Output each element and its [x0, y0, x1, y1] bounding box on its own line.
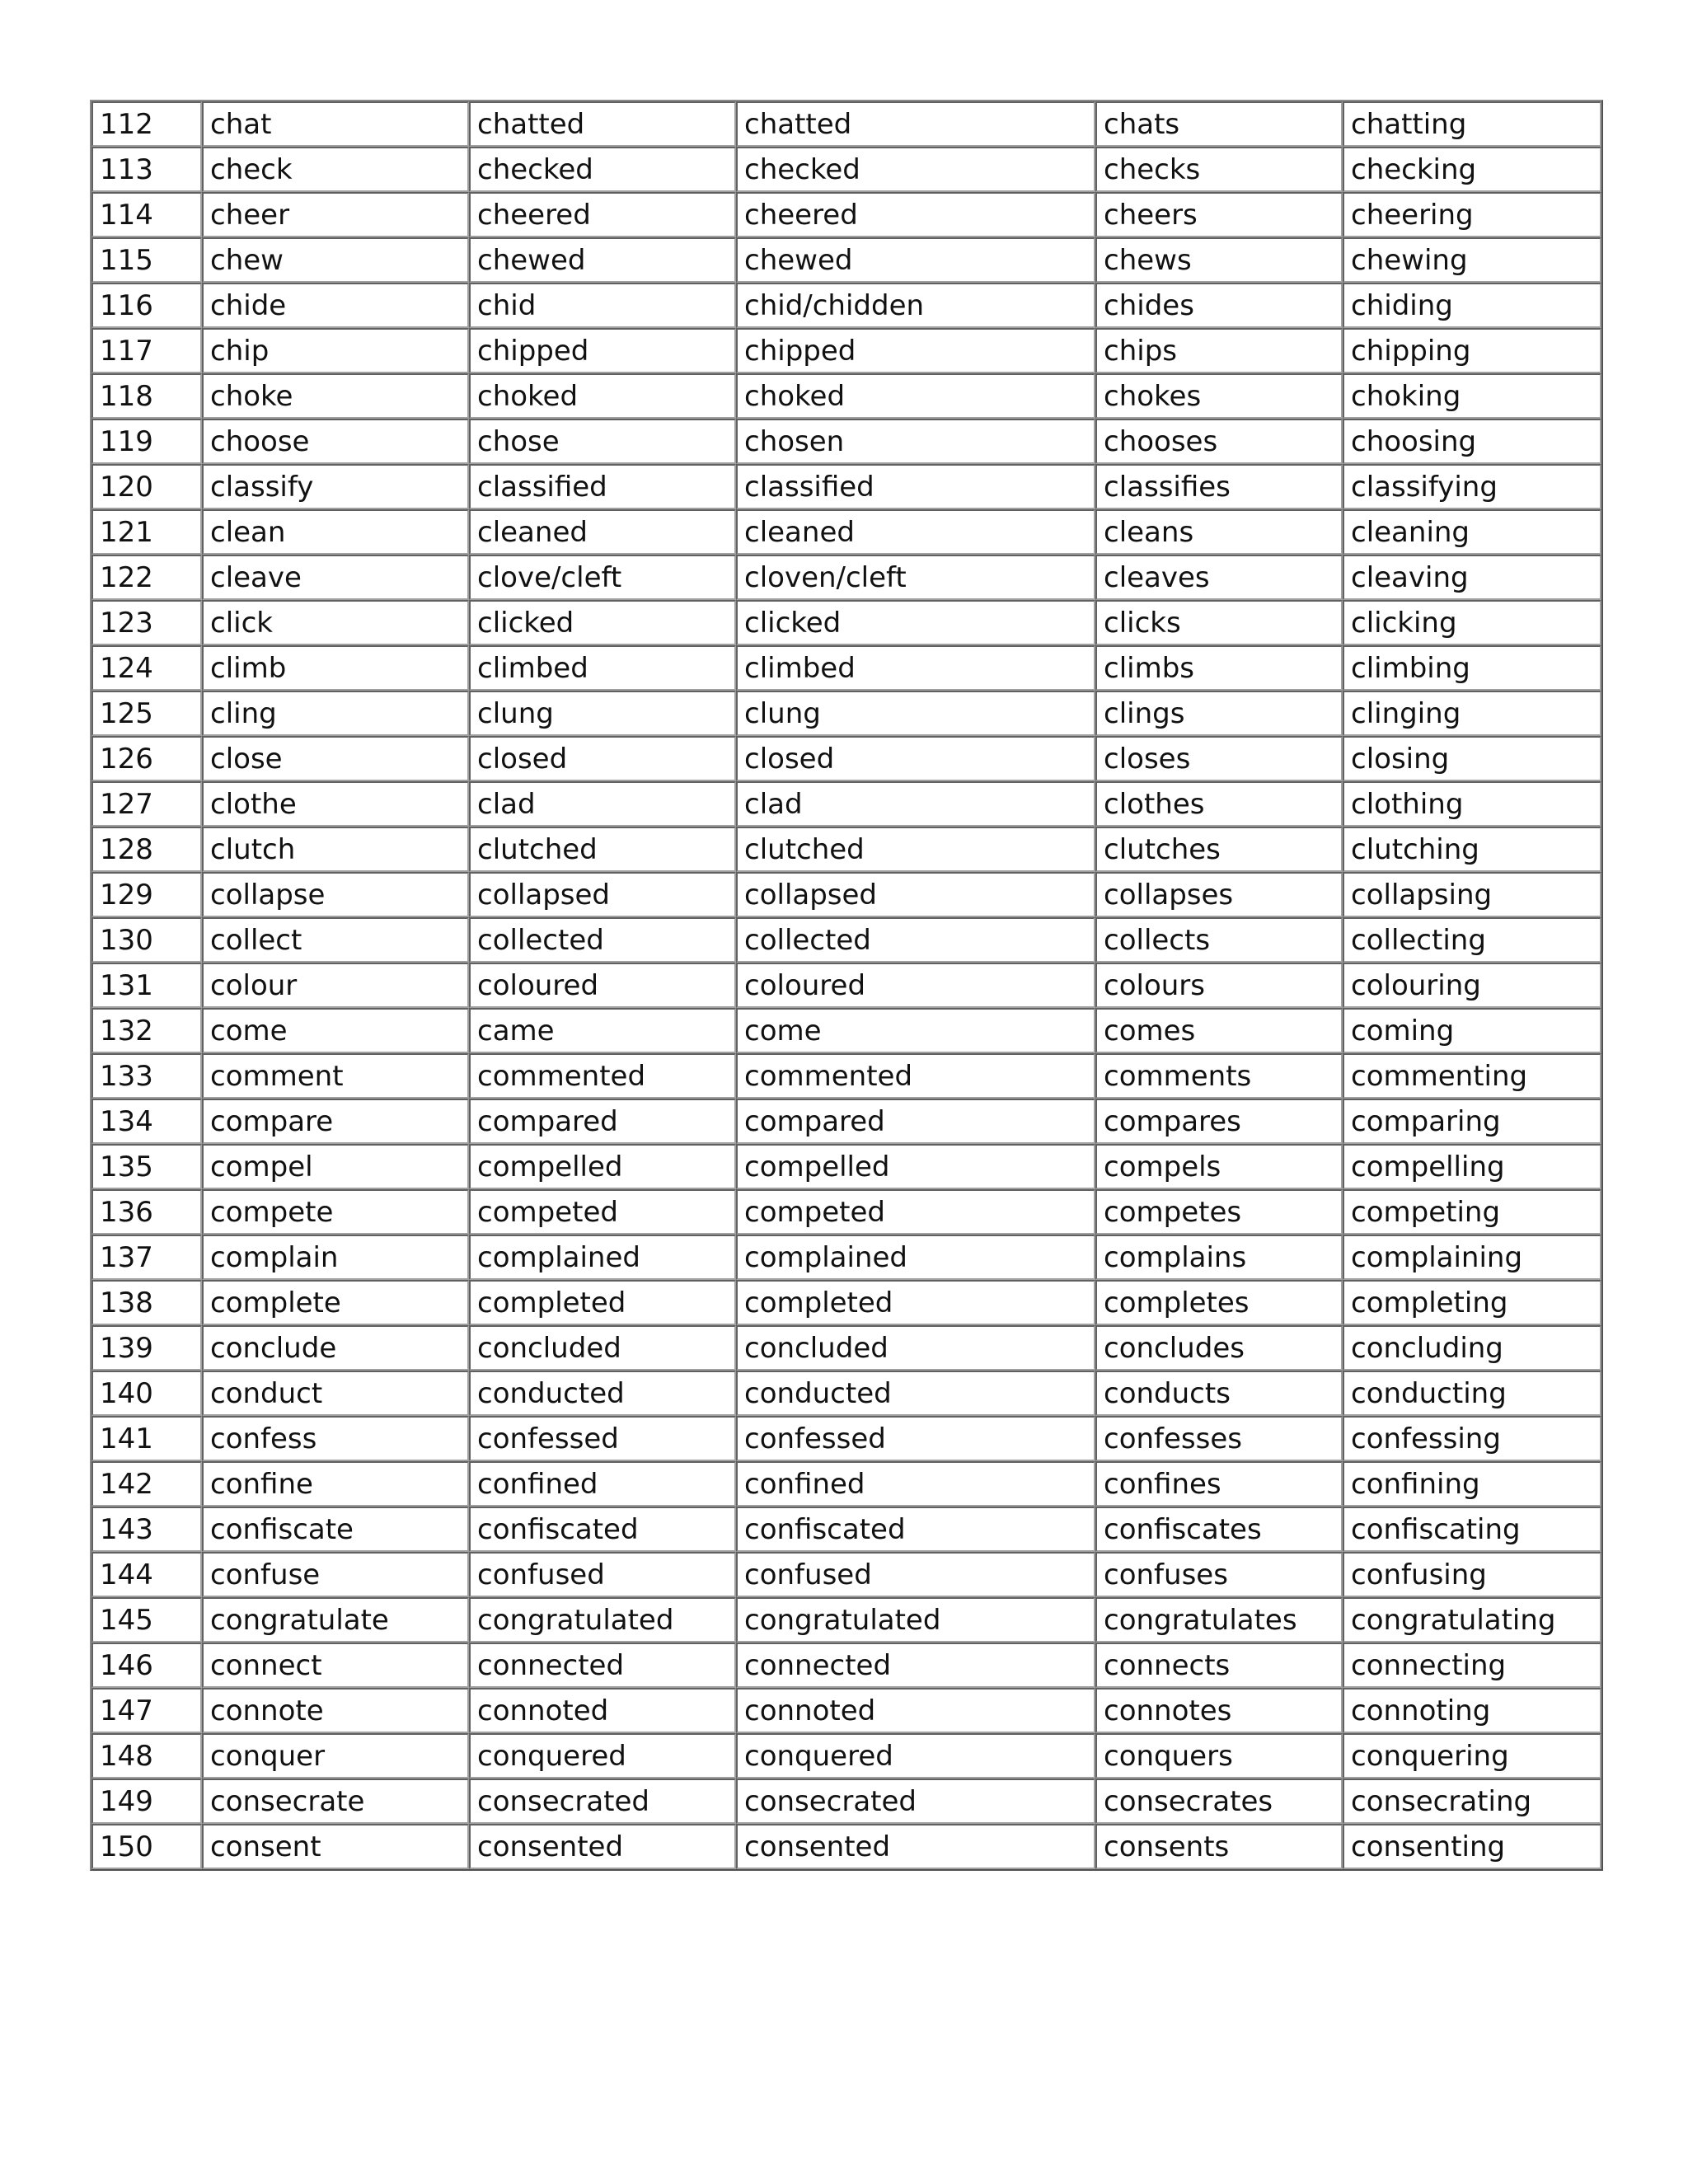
past-simple-cell: connoted [469, 1688, 736, 1733]
past-simple-cell: cheered [469, 192, 736, 237]
row-number-cell: 116 [91, 283, 202, 328]
present-participle-cell: concluding [1343, 1325, 1601, 1371]
third-person-cell: classifies [1095, 464, 1343, 509]
row-number-cell: 149 [91, 1779, 202, 1824]
table-row [91, 283, 1601, 328]
row-number-cell: 120 [91, 464, 202, 509]
present-participle-cell: consecrating [1343, 1779, 1601, 1824]
row-number-cell: 123 [91, 600, 202, 645]
past-participle-cell: classified [736, 464, 1095, 509]
present-participle-cell: cleaning [1343, 509, 1601, 555]
past-participle-cell: connected [736, 1643, 1095, 1688]
present-participle-cell: cleaving [1343, 555, 1601, 600]
base-form-cell: conduct [202, 1371, 469, 1416]
past-participle-cell: clicked [736, 600, 1095, 645]
third-person-cell: checks [1095, 147, 1343, 192]
past-simple-cell: completed [469, 1280, 736, 1325]
base-form-cell: cleave [202, 555, 469, 600]
third-person-cell: cleans [1095, 509, 1343, 555]
past-simple-cell: compared [469, 1099, 736, 1144]
past-participle-cell: chatted [736, 101, 1095, 147]
present-participle-cell: completing [1343, 1280, 1601, 1325]
third-person-cell: cheers [1095, 192, 1343, 237]
past-participle-cell: cheered [736, 192, 1095, 237]
past-participle-cell: congratulated [736, 1597, 1095, 1643]
base-form-cell: cling [202, 691, 469, 736]
past-participle-cell: choked [736, 373, 1095, 419]
present-participle-cell: compelling [1343, 1144, 1601, 1189]
past-simple-cell: conducted [469, 1371, 736, 1416]
third-person-cell: comments [1095, 1053, 1343, 1099]
third-person-cell: clicks [1095, 600, 1343, 645]
base-form-cell: compare [202, 1099, 469, 1144]
past-simple-cell: clicked [469, 600, 736, 645]
past-simple-cell: coloured [469, 963, 736, 1008]
row-number-cell: 134 [91, 1099, 202, 1144]
base-form-cell: conclude [202, 1325, 469, 1371]
row-number-cell: 118 [91, 373, 202, 419]
base-form-cell: cheer [202, 192, 469, 237]
present-participle-cell: choosing [1343, 419, 1601, 464]
present-participle-cell: clinging [1343, 691, 1601, 736]
present-participle-cell: competing [1343, 1189, 1601, 1235]
row-number-cell: 141 [91, 1416, 202, 1461]
third-person-cell: consents [1095, 1824, 1343, 1869]
third-person-cell: concludes [1095, 1325, 1343, 1371]
base-form-cell: check [202, 147, 469, 192]
third-person-cell: confines [1095, 1461, 1343, 1507]
present-participle-cell: confining [1343, 1461, 1601, 1507]
base-form-cell: come [202, 1008, 469, 1053]
base-form-cell: confine [202, 1461, 469, 1507]
base-form-cell: confess [202, 1416, 469, 1461]
third-person-cell: connects [1095, 1643, 1343, 1688]
past-participle-cell: consecrated [736, 1779, 1095, 1824]
past-simple-cell: consecrated [469, 1779, 736, 1824]
past-participle-cell: closed [736, 736, 1095, 781]
present-participle-cell: collecting [1343, 917, 1601, 963]
past-simple-cell: confiscated [469, 1507, 736, 1552]
past-participle-cell: confused [736, 1552, 1095, 1597]
past-simple-cell: competed [469, 1189, 736, 1235]
present-participle-cell: conducting [1343, 1371, 1601, 1416]
past-participle-cell: clung [736, 691, 1095, 736]
table-row [91, 781, 1601, 827]
third-person-cell: confuses [1095, 1552, 1343, 1597]
row-number-cell: 145 [91, 1597, 202, 1643]
table-row [91, 419, 1601, 464]
table-row [91, 1643, 1601, 1688]
row-number-cell: 117 [91, 328, 202, 373]
present-participle-cell: checking [1343, 147, 1601, 192]
row-number-cell: 126 [91, 736, 202, 781]
third-person-cell: compels [1095, 1144, 1343, 1189]
past-simple-cell: compelled [469, 1144, 736, 1189]
table-row [91, 147, 1601, 192]
past-simple-cell: conquered [469, 1733, 736, 1779]
row-number-cell: 140 [91, 1371, 202, 1416]
past-simple-cell: clove/cleft [469, 555, 736, 600]
past-participle-cell: cleaned [736, 509, 1095, 555]
past-participle-cell: clutched [736, 827, 1095, 872]
table-row [91, 872, 1601, 917]
row-number-cell: 138 [91, 1280, 202, 1325]
past-simple-cell: came [469, 1008, 736, 1053]
past-participle-cell: chosen [736, 419, 1095, 464]
present-participle-cell: clicking [1343, 600, 1601, 645]
past-participle-cell: clad [736, 781, 1095, 827]
table-row [91, 101, 1601, 147]
third-person-cell: comes [1095, 1008, 1343, 1053]
verb-table-body [91, 101, 1601, 1869]
present-participle-cell: chipping [1343, 328, 1601, 373]
table-row [91, 645, 1601, 691]
past-simple-cell: congratulated [469, 1597, 736, 1643]
row-number-cell: 113 [91, 147, 202, 192]
row-number-cell: 144 [91, 1552, 202, 1597]
present-participle-cell: coming [1343, 1008, 1601, 1053]
base-form-cell: climb [202, 645, 469, 691]
table-row [91, 1099, 1601, 1144]
past-participle-cell: compelled [736, 1144, 1095, 1189]
present-participle-cell: choking [1343, 373, 1601, 419]
past-simple-cell: choked [469, 373, 736, 419]
past-simple-cell: confessed [469, 1416, 736, 1461]
third-person-cell: chooses [1095, 419, 1343, 464]
past-participle-cell: commented [736, 1053, 1095, 1099]
third-person-cell: climbs [1095, 645, 1343, 691]
past-simple-cell: complained [469, 1235, 736, 1280]
row-number-cell: 132 [91, 1008, 202, 1053]
past-simple-cell: concluded [469, 1325, 736, 1371]
row-number-cell: 147 [91, 1688, 202, 1733]
table-row [91, 827, 1601, 872]
row-number-cell: 128 [91, 827, 202, 872]
past-simple-cell: collapsed [469, 872, 736, 917]
table-row [91, 1416, 1601, 1461]
past-participle-cell: come [736, 1008, 1095, 1053]
base-form-cell: complete [202, 1280, 469, 1325]
past-simple-cell: chatted [469, 101, 736, 147]
past-simple-cell: climbed [469, 645, 736, 691]
present-participle-cell: congratulating [1343, 1597, 1601, 1643]
past-participle-cell: cloven/cleft [736, 555, 1095, 600]
row-number-cell: 148 [91, 1733, 202, 1779]
third-person-cell: clings [1095, 691, 1343, 736]
third-person-cell: chews [1095, 237, 1343, 283]
base-form-cell: choose [202, 419, 469, 464]
base-form-cell: confiscate [202, 1507, 469, 1552]
third-person-cell: collapses [1095, 872, 1343, 917]
base-form-cell: comment [202, 1053, 469, 1099]
past-participle-cell: collected [736, 917, 1095, 963]
past-simple-cell: consented [469, 1824, 736, 1869]
past-simple-cell: chose [469, 419, 736, 464]
past-participle-cell: chipped [736, 328, 1095, 373]
base-form-cell: choke [202, 373, 469, 419]
past-participle-cell: climbed [736, 645, 1095, 691]
base-form-cell: chip [202, 328, 469, 373]
table-row [91, 1144, 1601, 1189]
past-simple-cell: commented [469, 1053, 736, 1099]
base-form-cell: compel [202, 1144, 469, 1189]
third-person-cell: chokes [1095, 373, 1343, 419]
past-participle-cell: conducted [736, 1371, 1095, 1416]
third-person-cell: competes [1095, 1189, 1343, 1235]
table-row [91, 1008, 1601, 1053]
past-simple-cell: connected [469, 1643, 736, 1688]
row-number-cell: 146 [91, 1643, 202, 1688]
table-row [91, 1189, 1601, 1235]
present-participle-cell: closing [1343, 736, 1601, 781]
third-person-cell: clutches [1095, 827, 1343, 872]
base-form-cell: complain [202, 1235, 469, 1280]
third-person-cell: cleaves [1095, 555, 1343, 600]
present-participle-cell: comparing [1343, 1099, 1601, 1144]
row-number-cell: 135 [91, 1144, 202, 1189]
third-person-cell: confiscates [1095, 1507, 1343, 1552]
table-row [91, 600, 1601, 645]
table-row [91, 237, 1601, 283]
past-simple-cell: clung [469, 691, 736, 736]
table-row [91, 373, 1601, 419]
row-number-cell: 124 [91, 645, 202, 691]
third-person-cell: collects [1095, 917, 1343, 963]
table-row [91, 1507, 1601, 1552]
base-form-cell: chide [202, 283, 469, 328]
present-participle-cell: climbing [1343, 645, 1601, 691]
present-participle-cell: clothing [1343, 781, 1601, 827]
past-simple-cell: clad [469, 781, 736, 827]
third-person-cell: congratulates [1095, 1597, 1343, 1643]
row-number-cell: 129 [91, 872, 202, 917]
third-person-cell: completes [1095, 1280, 1343, 1325]
base-form-cell: classify [202, 464, 469, 509]
past-participle-cell: collapsed [736, 872, 1095, 917]
present-participle-cell: chewing [1343, 237, 1601, 283]
table-row [91, 736, 1601, 781]
third-person-cell: closes [1095, 736, 1343, 781]
table-row [91, 1461, 1601, 1507]
base-form-cell: chat [202, 101, 469, 147]
base-form-cell: consent [202, 1824, 469, 1869]
table-row [91, 1280, 1601, 1325]
past-participle-cell: complained [736, 1235, 1095, 1280]
table-row [91, 1371, 1601, 1416]
row-number-cell: 136 [91, 1189, 202, 1235]
past-participle-cell: checked [736, 147, 1095, 192]
row-number-cell: 114 [91, 192, 202, 237]
third-person-cell: colours [1095, 963, 1343, 1008]
past-participle-cell: concluded [736, 1325, 1095, 1371]
base-form-cell: connote [202, 1688, 469, 1733]
table-row [91, 917, 1601, 963]
third-person-cell: consecrates [1095, 1779, 1343, 1824]
row-number-cell: 119 [91, 419, 202, 464]
row-number-cell: 139 [91, 1325, 202, 1371]
base-form-cell: collapse [202, 872, 469, 917]
table-row [91, 1779, 1601, 1824]
row-number-cell: 150 [91, 1824, 202, 1869]
table-row [91, 1733, 1601, 1779]
base-form-cell: clutch [202, 827, 469, 872]
past-participle-cell: confined [736, 1461, 1095, 1507]
past-simple-cell: checked [469, 147, 736, 192]
table-row [91, 464, 1601, 509]
past-participle-cell: coloured [736, 963, 1095, 1008]
base-form-cell: connect [202, 1643, 469, 1688]
past-participle-cell: competed [736, 1189, 1095, 1235]
table-row [91, 328, 1601, 373]
base-form-cell: clothe [202, 781, 469, 827]
past-simple-cell: classified [469, 464, 736, 509]
row-number-cell: 131 [91, 963, 202, 1008]
table-row [91, 1824, 1601, 1869]
base-form-cell: compete [202, 1189, 469, 1235]
present-participle-cell: conquering [1343, 1733, 1601, 1779]
third-person-cell: conquers [1095, 1733, 1343, 1779]
present-participle-cell: chiding [1343, 283, 1601, 328]
table-row [91, 1688, 1601, 1733]
past-participle-cell: confiscated [736, 1507, 1095, 1552]
present-participle-cell: confessing [1343, 1416, 1601, 1461]
past-participle-cell: compared [736, 1099, 1095, 1144]
base-form-cell: congratulate [202, 1597, 469, 1643]
past-simple-cell: chid [469, 283, 736, 328]
row-number-cell: 143 [91, 1507, 202, 1552]
base-form-cell: confuse [202, 1552, 469, 1597]
past-simple-cell: closed [469, 736, 736, 781]
present-participle-cell: complaining [1343, 1235, 1601, 1280]
table-row [91, 1552, 1601, 1597]
table-row [91, 1053, 1601, 1099]
third-person-cell: chats [1095, 101, 1343, 147]
present-participle-cell: commenting [1343, 1053, 1601, 1099]
past-participle-cell: completed [736, 1280, 1095, 1325]
present-participle-cell: colouring [1343, 963, 1601, 1008]
past-simple-cell: chipped [469, 328, 736, 373]
base-form-cell: collect [202, 917, 469, 963]
past-participle-cell: chewed [736, 237, 1095, 283]
verb-forms-table [90, 100, 1603, 1871]
row-number-cell: 133 [91, 1053, 202, 1099]
row-number-cell: 127 [91, 781, 202, 827]
past-participle-cell: confessed [736, 1416, 1095, 1461]
table-row [91, 192, 1601, 237]
base-form-cell: click [202, 600, 469, 645]
third-person-cell: confesses [1095, 1416, 1343, 1461]
past-simple-cell: cleaned [469, 509, 736, 555]
table-row [91, 963, 1601, 1008]
present-participle-cell: confusing [1343, 1552, 1601, 1597]
table-row [91, 691, 1601, 736]
past-simple-cell: collected [469, 917, 736, 963]
table-row [91, 509, 1601, 555]
base-form-cell: clean [202, 509, 469, 555]
past-participle-cell: consented [736, 1824, 1095, 1869]
row-number-cell: 112 [91, 101, 202, 147]
present-participle-cell: classifying [1343, 464, 1601, 509]
row-number-cell: 115 [91, 237, 202, 283]
present-participle-cell: consenting [1343, 1824, 1601, 1869]
third-person-cell: connotes [1095, 1688, 1343, 1733]
present-participle-cell: connoting [1343, 1688, 1601, 1733]
present-participle-cell: collapsing [1343, 872, 1601, 917]
past-participle-cell: connoted [736, 1688, 1095, 1733]
present-participle-cell: connecting [1343, 1643, 1601, 1688]
third-person-cell: chides [1095, 283, 1343, 328]
base-form-cell: colour [202, 963, 469, 1008]
past-simple-cell: confused [469, 1552, 736, 1597]
row-number-cell: 142 [91, 1461, 202, 1507]
third-person-cell: chips [1095, 328, 1343, 373]
table-row [91, 555, 1601, 600]
row-number-cell: 122 [91, 555, 202, 600]
row-number-cell: 121 [91, 509, 202, 555]
present-participle-cell: chatting [1343, 101, 1601, 147]
row-number-cell: 125 [91, 691, 202, 736]
base-form-cell: close [202, 736, 469, 781]
row-number-cell: 130 [91, 917, 202, 963]
past-simple-cell: clutched [469, 827, 736, 872]
row-number-cell: 137 [91, 1235, 202, 1280]
third-person-cell: clothes [1095, 781, 1343, 827]
past-simple-cell: chewed [469, 237, 736, 283]
third-person-cell: compares [1095, 1099, 1343, 1144]
present-participle-cell: cheering [1343, 192, 1601, 237]
past-participle-cell: chid/chidden [736, 283, 1095, 328]
base-form-cell: consecrate [202, 1779, 469, 1824]
past-participle-cell: conquered [736, 1733, 1095, 1779]
present-participle-cell: confiscating [1343, 1507, 1601, 1552]
third-person-cell: conducts [1095, 1371, 1343, 1416]
table-row [91, 1597, 1601, 1643]
table-row [91, 1235, 1601, 1280]
table-row [91, 1325, 1601, 1371]
third-person-cell: complains [1095, 1235, 1343, 1280]
past-simple-cell: confined [469, 1461, 736, 1507]
base-form-cell: conquer [202, 1733, 469, 1779]
base-form-cell: chew [202, 237, 469, 283]
present-participle-cell: clutching [1343, 827, 1601, 872]
